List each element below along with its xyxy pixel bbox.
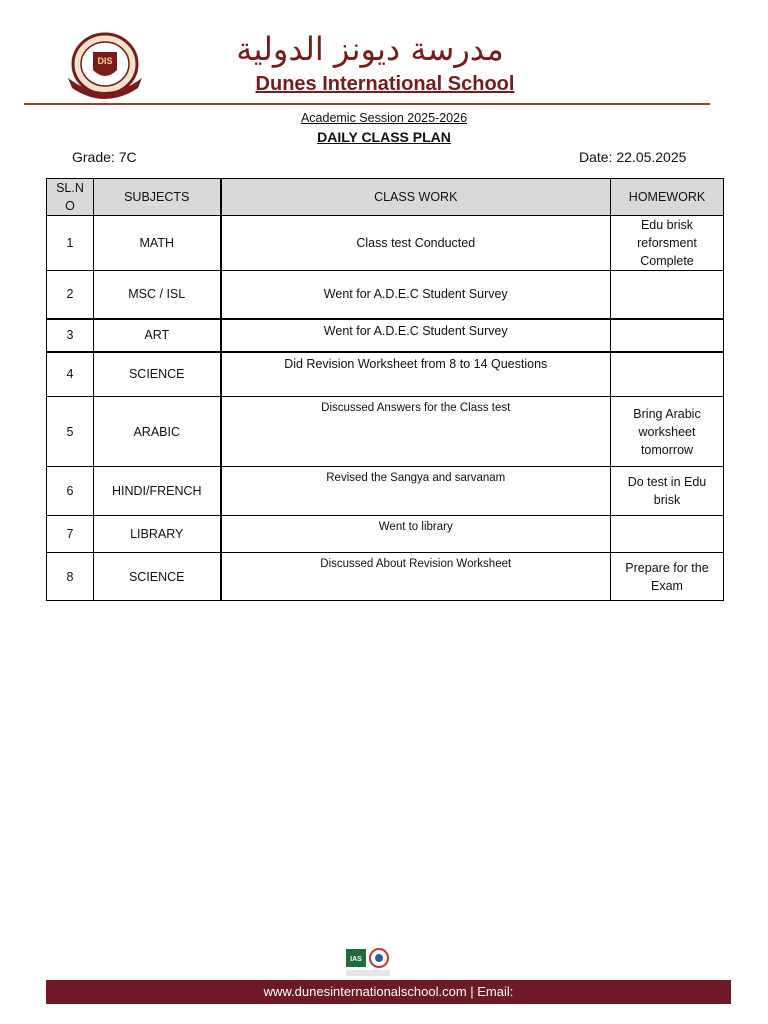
homework-cell: Prepare for the Exam (611, 553, 724, 601)
school-name: Dunes International School (255, 73, 515, 95)
table-row (47, 352, 724, 397)
header-divider (24, 103, 710, 105)
homework-cell (611, 516, 724, 553)
subject-cell: ART (94, 319, 221, 352)
table-row (47, 319, 724, 352)
table-row (47, 216, 724, 271)
homework-cell (611, 319, 724, 352)
table-row (47, 516, 724, 553)
row-number: 1 (47, 216, 94, 271)
table-row (47, 553, 724, 601)
classwork-cell: Class test Conducted (221, 216, 611, 271)
page-title: DAILY CLASS PLAN (317, 129, 451, 145)
column-header-homework: HOMEWORK (611, 179, 724, 216)
table-row (47, 467, 724, 516)
row-number: 2 (47, 271, 94, 319)
table-header-row (47, 179, 724, 216)
row-number: 7 (47, 516, 94, 553)
classwork-cell: Discussed About Revision Worksheet (221, 553, 611, 601)
subject-cell: SCIENCE (94, 352, 221, 397)
classwork-cell: Did Revision Worksheet from 8 to 14 Questions (221, 352, 611, 397)
homework-cell: Edu brisk reforsment Complete (611, 216, 724, 271)
school-crest-logo (64, 30, 146, 100)
footer-bar: www.dunesinternationalschool.com | Email: (46, 980, 731, 1004)
row-number: 3 (47, 319, 94, 352)
subject-cell: MSC / ISL (94, 271, 221, 319)
subject-cell: LIBRARY (94, 516, 221, 553)
table-row (47, 397, 724, 467)
column-header-subjects: SUBJECTS (94, 179, 221, 216)
homework-cell (611, 271, 724, 319)
homework-cell: Do test in Edu brisk (611, 467, 724, 516)
column-header-classwork: CLASS WORK (221, 179, 611, 216)
date-label: Date: 22.05.2025 (579, 149, 687, 165)
subject-cell: ARABIC (94, 397, 221, 467)
academic-session: Academic Session 2025-2026 (300, 111, 468, 125)
svg-text:IAS: IAS (350, 956, 362, 963)
ias-certification-icon (346, 949, 366, 967)
classwork-cell: Went for A.D.E.C Student Survey (221, 319, 611, 352)
subject-cell: MATH (94, 216, 221, 271)
classwork-cell: Went to library (221, 516, 611, 553)
row-number: 4 (47, 352, 94, 397)
classwork-cell: Revised the Sangya and sarvanam (221, 467, 611, 516)
subject-cell: SCIENCE (94, 553, 221, 601)
column-header-slno: SL.N O (47, 179, 94, 216)
grade-label: Grade: 7C (72, 149, 137, 165)
row-number: 5 (47, 397, 94, 467)
homework-cell: Bring Arabic worksheet tomorrow (611, 397, 724, 467)
table-row (47, 271, 724, 319)
accreditation-seal-icon (370, 949, 388, 967)
classwork-cell: Discussed Answers for the Class test (221, 397, 611, 467)
subject-cell: HINDI/FRENCH (94, 467, 221, 516)
row-number: 6 (47, 467, 94, 516)
row-number: 8 (47, 553, 94, 601)
logo-initials: DIS (97, 56, 113, 66)
homework-cell (611, 352, 724, 397)
certification-badges (344, 946, 394, 980)
classwork-cell: Went for A.D.E.C Student Survey (221, 271, 611, 319)
school-name-arabic: مدرسة ديونز الدولية (236, 30, 504, 68)
class-plan-table (46, 178, 724, 601)
